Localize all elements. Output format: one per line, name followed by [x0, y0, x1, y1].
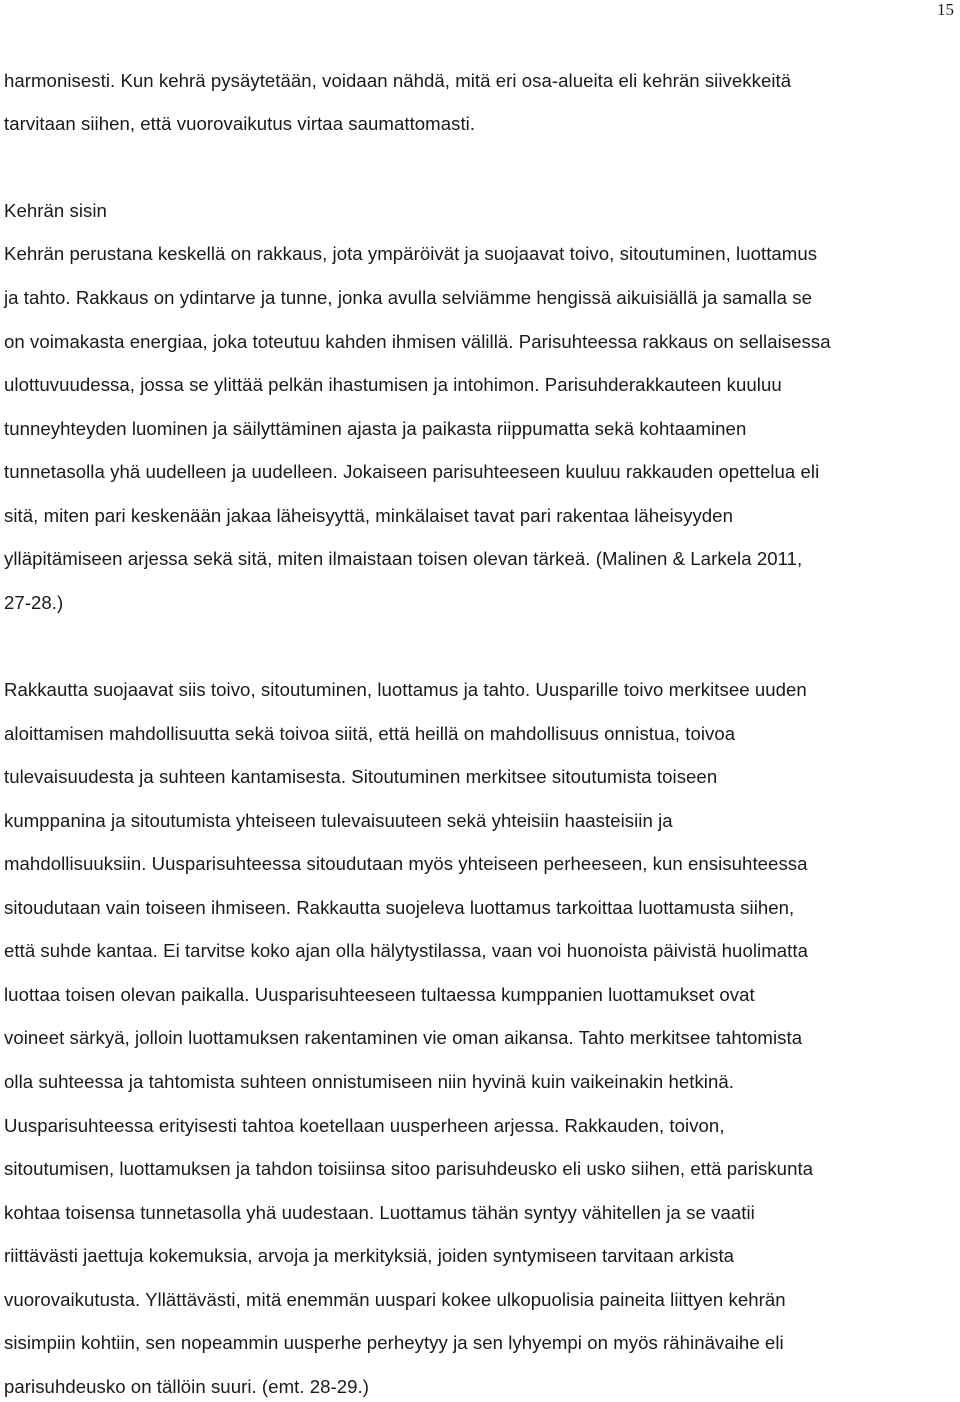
body-line: 27-28.) [4, 592, 64, 613]
page-number: 15 [937, 0, 954, 19]
body-line: sisimpiin kohtiin, sen nopeammin uusperhe perheytyy ja sen lyhyempi on myös rähinävaihe eli [4, 1332, 784, 1353]
body-line: tulevaisuudesta ja suhteen kantamisesta. Sitoutuminen merkitsee sitoutumista toiseen [4, 766, 718, 787]
body-line: että suhde kantaa. Ei tarvitse koko ajan olla hälytystilassa, vaan voi huonoista päivistä huolimatta [4, 940, 808, 961]
body-line: vuorovaikutusta. Yllättävästi, mitä enemmän uuspari kokee ulkopuolisia paineita liittyen kehrän [4, 1289, 786, 1310]
body-line: ja tahto. Rakkaus on ydintarve ja tunne, jonka avulla selviämme hengissä aikuisiällä ja samalla se [4, 287, 812, 308]
body-line: olla suhteessa ja tahtomista suhteen onnistumiseen niin hyvinä kuin vaikeinakin hetkinä. [4, 1071, 734, 1092]
body-line: kohtaa toisensa tunnetasolla yhä uudestaan. Luottamus tähän syntyy vähitellen ja se vaatii [4, 1202, 755, 1223]
body-line: Uusparisuhteessa erityisesti tahtoa koetellaan uusperheen arjessa. Rakkauden, toivon, [4, 1115, 725, 1136]
body-line: riittävästi jaettuja kokemuksia, arvoja ja merkityksiä, joiden syntymiseen tarvitaan arkista [4, 1245, 735, 1266]
body-line: tunnetasolla yhä uudelleen ja uudelleen. Jokaiseen parisuhteeseen kuuluu rakkauden opettelua eli [4, 461, 820, 482]
body-line: aloittamisen mahdollisuutta sekä toivoa siitä, että heillä on mahdollisuus onnistua, toivoa [4, 723, 736, 744]
body-line: Kehrän perustana keskellä on rakkaus, jota ympäröivät ja suojaavat toivo, sitoutuminen, luottamus [4, 243, 818, 264]
body-line: tarvitaan siihen, että vuorovaikutus virtaa saumattomasti. [4, 113, 476, 134]
body-line: Rakkautta suojaavat siis toivo, sitoutuminen, luottamus ja tahto. Uusparille toivo merkitsee uuden [4, 679, 807, 700]
body-line: sitoutumisen, luottamuksen ja tahdon toisiinsa sitoo parisuhdeusko eli usko siihen, että pariskunta [4, 1158, 814, 1179]
body-line: harmonisesti. Kun kehrä pysäytetään, voidaan nähdä, mitä eri osa-alueita eli kehrän siivekkeitä [4, 70, 792, 91]
body-line: kumppanina ja sitoutumista yhteiseen tulevaisuuteen sekä yhteisiin haasteisiin ja [4, 810, 673, 831]
body-line: ulottuvuudessa, jossa se ylittää pelkän ihastumisen ja intohimon. Parisuhderakkauteen kuuluu [4, 374, 782, 395]
body-line: sitä, miten pari keskenään jakaa läheisyyttä, minkälaiset tavat pari rakentaa läheisyyden [4, 505, 733, 526]
body-line: on voimakasta energiaa, joka toteutuu kahden ihmisen välillä. Parisuhteessa rakkaus on sellaisessa [4, 331, 831, 352]
body-line: sitoudutaan vain toiseen ihmiseen. Rakkautta suojeleva luottamus tarkoittaa luottamusta siihen, [4, 897, 795, 918]
body-line: mahdollisuuksiin. Uusparisuhteessa sitoudutaan myös yhteiseen perheeseen, kun ensisuhteessa [4, 853, 808, 874]
body-line: tunneyhteyden luominen ja säilyttäminen ajasta ja paikasta riippumatta sekä kohtaaminen [4, 418, 747, 439]
body-line: parisuhdeusko on tällöin suuri. (emt. 28-29.) [4, 1376, 370, 1397]
body-line: ylläpitämiseen arjessa sekä sitä, miten ilmaistaan toisen olevan tärkeä. (Malinen & Larkela 2011, [4, 548, 803, 569]
body-line: voineet särkyä, jolloin luottamuksen rakentaminen vie oman aikansa. Tahto merkitsee tahtomista [4, 1027, 803, 1048]
section-heading: Kehrän sisin [4, 200, 107, 221]
body-line: luottaa toisen olevan paikalla. Uusparisuhteeseen tultaessa kumppanien luottamukset ovat [4, 984, 755, 1005]
